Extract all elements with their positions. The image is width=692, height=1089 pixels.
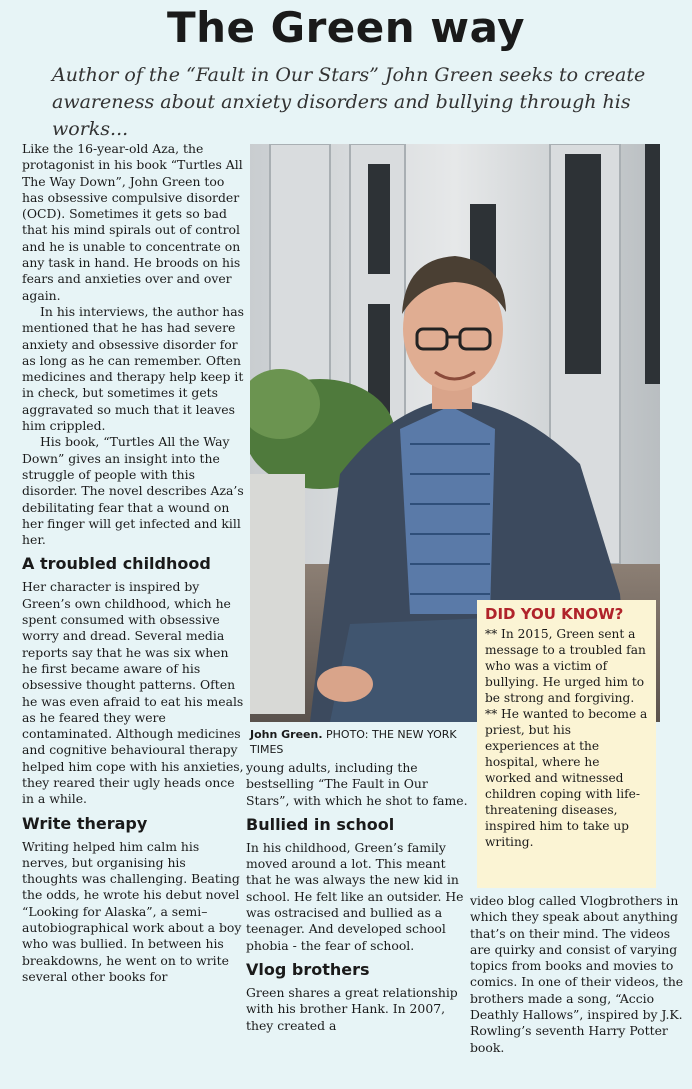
article-column-1 bbox=[22, 141, 244, 985]
paragraph: young adults, including the bestselling “The Fault in Our Stars”, with which he shot to fame. bbox=[246, 760, 468, 808]
did-you-know-item: ** In 2015, Green sent a message to a troubled fan who was a victim of bullying. He urged him to be strong and forgiving. bbox=[485, 627, 646, 705]
paragraph: Like the 16-year-old Aza, the protagonist in his book “Turtles All The Way Down”, John Green too has obsessive compulsive disorder (OCD). Sometimes it gets so bad that his mind spirals out of control and he is unable to concentrate on any task in hand. He broods on his fears and anxieties over and over again. bbox=[22, 141, 243, 303]
article-column-3 bbox=[470, 893, 688, 1056]
standfirst: Author of the “Fault in Our Stars” John Green seeks to create awareness about anxiety disorders and bullying through his works... bbox=[52, 64, 646, 140]
caption-credit: PHOTO: THE NEW YORK TIMES bbox=[250, 728, 457, 756]
paragraph: In his childhood, Green’s family moved around a lot. This meant that he was always the new kid in school. He felt like an outsider. He was ostracised and bullied as a teenager. And developed school phobia - the fear of school. bbox=[246, 839, 464, 953]
subhead-bullied-in-school: Bullied in school bbox=[246, 814, 395, 834]
paragraph: Her character is inspired by Green’s own childhood, which he spent consumed with obsessive worry and dread. Several media reports say that he was six when he first became aware of his obsessive thought patterns. Often he was even afraid to eat his meals as he feared they were contaminated. Although medicines and cognitive behavioural therapy helped him cope with his anxieties, they reared their ugly heads once in a while. bbox=[22, 579, 244, 807]
subhead-vlog-brothers: Vlog brothers bbox=[246, 959, 370, 979]
did-you-know-item: ** He wanted to become a priest, but his experiences at the hospital, where he worked and witnessed children coping with life-threatening diseases, inspired him to take up writing. bbox=[485, 707, 648, 849]
photo-caption bbox=[250, 727, 470, 757]
paragraph: Writing helped him calm his nerves, but organising his thoughts was challenging. Beating the odds, he wrote his debut novel “Looking for Alaska”, a semi–autobiographical work about a boy who was bullied. In between his breakdowns, he went on to write several other books for bbox=[22, 838, 242, 984]
paragraph: His book, “Turtles All the Way Down” gives an insight into the struggle of people with this disorder. The novel describes Aza’s debilitating fear that a wound on her finger will get infected and kill her. bbox=[22, 434, 244, 548]
subhead-write-therapy: Write therapy bbox=[22, 813, 148, 833]
caption-name: John Green. bbox=[250, 728, 323, 741]
article-column-2 bbox=[246, 760, 468, 1034]
paragraph: Green shares a great relationship with his brother Hank. In 2007, they created a bbox=[246, 984, 458, 1033]
did-you-know-title: DID YOU KNOW? bbox=[485, 605, 624, 623]
headline: The Green way bbox=[166, 3, 526, 52]
paragraph: In his interviews, the author has mentioned that he has had severe anxiety and obsessive disorder for as long as he can remember. Often medicines and therapy help keep it in check, but sometimes it gets aggravated so much that it leaves him crippled. bbox=[22, 303, 244, 434]
did-you-know-box bbox=[477, 600, 656, 888]
paragraph: video blog called Vlogbrothers in which they speak about anything that’s on their mind. The videos are quirky and consist of varying topics from books and movies to comics. In one of their videos, the brothers made a song, “Accio Deathly Hallows”, inspired by J.K. Rowling’s seventh Harry Potter book. bbox=[470, 893, 684, 1055]
subhead-troubled-childhood: A troubled childhood bbox=[22, 554, 211, 574]
